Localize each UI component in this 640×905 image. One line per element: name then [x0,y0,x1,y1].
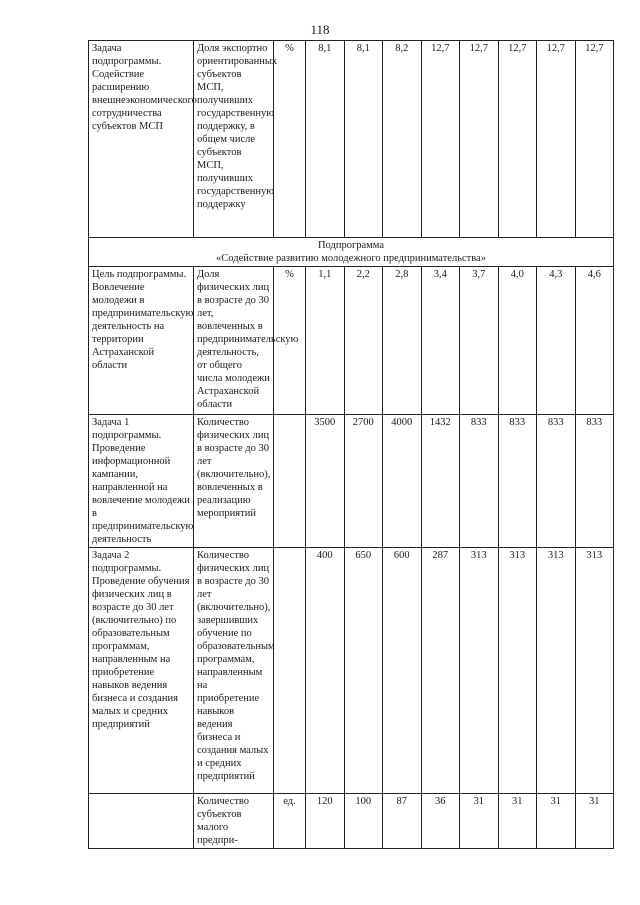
value-cell: 31 [498,794,537,849]
value-cell: 8,1 [306,41,345,238]
value-cell: 4,6 [575,267,614,415]
unit-cell: % [274,267,306,415]
value-cell: 31 [575,794,614,849]
goal-cell: Задача 2 подпрограммы. Проведение обучения физических лиц в возрасте до 30 лет (включительно) по образовательным программам, направленным на приобретение навыков ведения бизнеса и создания малых и средних предприятий [89,548,194,794]
value-cell: 313 [498,548,537,794]
value-cell: 313 [460,548,499,794]
value-cell: 87 [383,794,422,849]
value-cell: 2700 [344,415,383,548]
value-cell: 8,1 [344,41,383,238]
value-cell: 833 [460,415,499,548]
value-cell: 120 [306,794,345,849]
goal-cell [89,794,194,849]
value-cell: 1,1 [306,267,345,415]
unit-cell [274,415,306,548]
goal-cell: Задача 1 подпрограммы. Проведение информационной кампании, направленной на вовлечение молодежи в предпринимательскую деятельность [89,415,194,548]
unit-cell: % [274,41,306,238]
value-cell: 400 [306,548,345,794]
value-cell: 2,2 [344,267,383,415]
value-cell: 8,2 [383,41,422,238]
table-row [89,267,614,415]
table-row [89,41,614,238]
value-cell: 3,4 [421,267,460,415]
value-cell: 31 [460,794,499,849]
value-cell: 4000 [383,415,422,548]
value-cell: 287 [421,548,460,794]
indicator-cell: Количество физических лиц в возрасте до 30 лет (включительно), завершивших обучение по образовательным программам, направленным на приобретение навыков ведения бизнеса и создания малых и средних предприятий [194,548,274,794]
subprogram-title: Подпрограмма [317,240,385,251]
indicators-table [88,40,614,849]
value-cell: 4,0 [498,267,537,415]
value-cell: 600 [383,548,422,794]
value-cell: 3500 [306,415,345,548]
table-row [89,548,614,794]
goal-cell: Задача подпрограммы. Содействие расширению внешнеэкономического сотрудничества субъектов МСП [89,41,194,238]
value-cell: 3,7 [460,267,499,415]
value-cell: 12,7 [575,41,614,238]
subprogram-header-row [89,238,614,267]
value-cell: 36 [421,794,460,849]
value-cell: 31 [537,794,576,849]
indicator-cell: Доля экспортно ориентированных субъектов МСП, получивших государственную поддержку, в общем числе субъектов МСП, получивших государственную поддержку [194,41,274,238]
value-cell: 1432 [421,415,460,548]
indicator-cell: Количество субъектов малого предпри- [194,794,274,849]
goal-cell: Цель подпрограммы. Вовлечение молодежи в предпринимательскую деятельность на территории Астраханской области [89,267,194,415]
value-cell: 100 [344,794,383,849]
subprogram-header [89,238,614,267]
unit-cell: ед. [274,794,306,849]
page-number: 118 [310,22,330,37]
table-row [89,794,614,849]
value-cell: 833 [537,415,576,548]
value-cell: 2,8 [383,267,422,415]
value-cell: 12,7 [537,41,576,238]
unit-cell [274,548,306,794]
table-row [89,415,614,548]
value-cell: 313 [537,548,576,794]
subprogram-name: «Содействие развитию молодежного предпринимательства» [216,253,486,264]
indicator-cell: Количество физических лиц в возрасте до 30 лет (включительно), вовлеченных в реализацию мероприятий [194,415,274,548]
value-cell: 4,3 [537,267,576,415]
value-cell: 313 [575,548,614,794]
value-cell: 833 [575,415,614,548]
value-cell: 12,7 [498,41,537,238]
value-cell: 12,7 [421,41,460,238]
value-cell: 650 [344,548,383,794]
value-cell: 12,7 [460,41,499,238]
value-cell: 833 [498,415,537,548]
indicator-cell: Доля физических лиц в возрасте до 30 лет, вовлеченных в предпринимательскую деятельность, от общего числа молодежи Астраханской области [194,267,274,415]
